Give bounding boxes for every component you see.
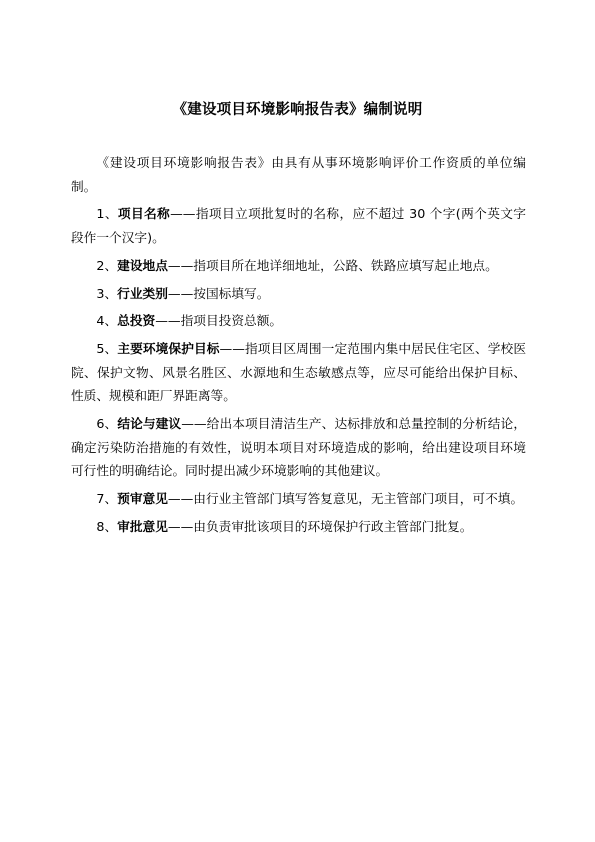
item-term: 预审意见	[117, 491, 168, 507]
item-term: 结论与建议	[117, 416, 182, 432]
item-text: ——指项目区周围一定范围内集中居民住宅区、学校医院、保护文物、风景名胜区、水源地和生态敏感点等，应尽可能给出保护目标、性质、规模和距厂界距离等。	[71, 341, 527, 404]
item-text: ——给出本项目清洁生产、达标排放和总量控制的分析结论，确定污染防治措施的有效性，说明本项目对环境造成的影响，给出建设项目环境可行性的明确结论。同时提出减少环境影响的其他建议。	[71, 416, 527, 479]
item-term: 行业类别	[117, 285, 168, 301]
item-number: 2、	[96, 257, 118, 273]
item-number: 7、	[96, 491, 118, 507]
item-number: 8、	[96, 518, 118, 534]
item-number: 1、	[96, 206, 118, 222]
item-term: 主要环境保护目标	[117, 341, 220, 357]
item-number: 5、	[96, 341, 118, 357]
item-approval-opinion	[71, 515, 526, 539]
item-text: ——由负责审批该项目的环境保护行政主管部门批复。	[167, 518, 473, 534]
item-industry-category	[71, 282, 526, 306]
item-term: 总投资	[117, 313, 156, 329]
item-number: 6、	[96, 416, 118, 432]
item-preliminary-review	[71, 487, 526, 511]
document-title: 《建设项目环境影响报告表》编制说明	[172, 102, 423, 118]
item-text: ——指项目所在地详细地址，公路、铁路应填写起止地点。	[167, 257, 498, 273]
item-protection-targets	[71, 337, 526, 408]
item-number: 3、	[96, 285, 118, 301]
item-total-investment	[71, 309, 526, 333]
item-term: 建设地点	[117, 257, 168, 273]
item-text: ——指项目投资总额。	[155, 313, 283, 329]
item-project-name	[71, 202, 526, 249]
item-text: ——按国标填写。	[167, 285, 270, 301]
item-conclusions	[71, 412, 526, 483]
intro-paragraph: 《建设项目环境影响报告表》由具有从事环境影响评价工作资质的单位编制。	[71, 155, 526, 194]
item-term: 审批意见	[117, 518, 168, 534]
item-number: 4、	[96, 313, 118, 329]
document-body	[71, 151, 526, 543]
item-text: ——指项目立项批复时的名称，应不超过 30 个字(两个英文字段作一个汉字)。	[71, 206, 526, 245]
item-term: 项目名称	[117, 206, 171, 222]
item-construction-site	[71, 254, 526, 278]
item-text: ——由行业主管部门填写答复意见，无主管部门项目，可不填。	[167, 491, 524, 507]
